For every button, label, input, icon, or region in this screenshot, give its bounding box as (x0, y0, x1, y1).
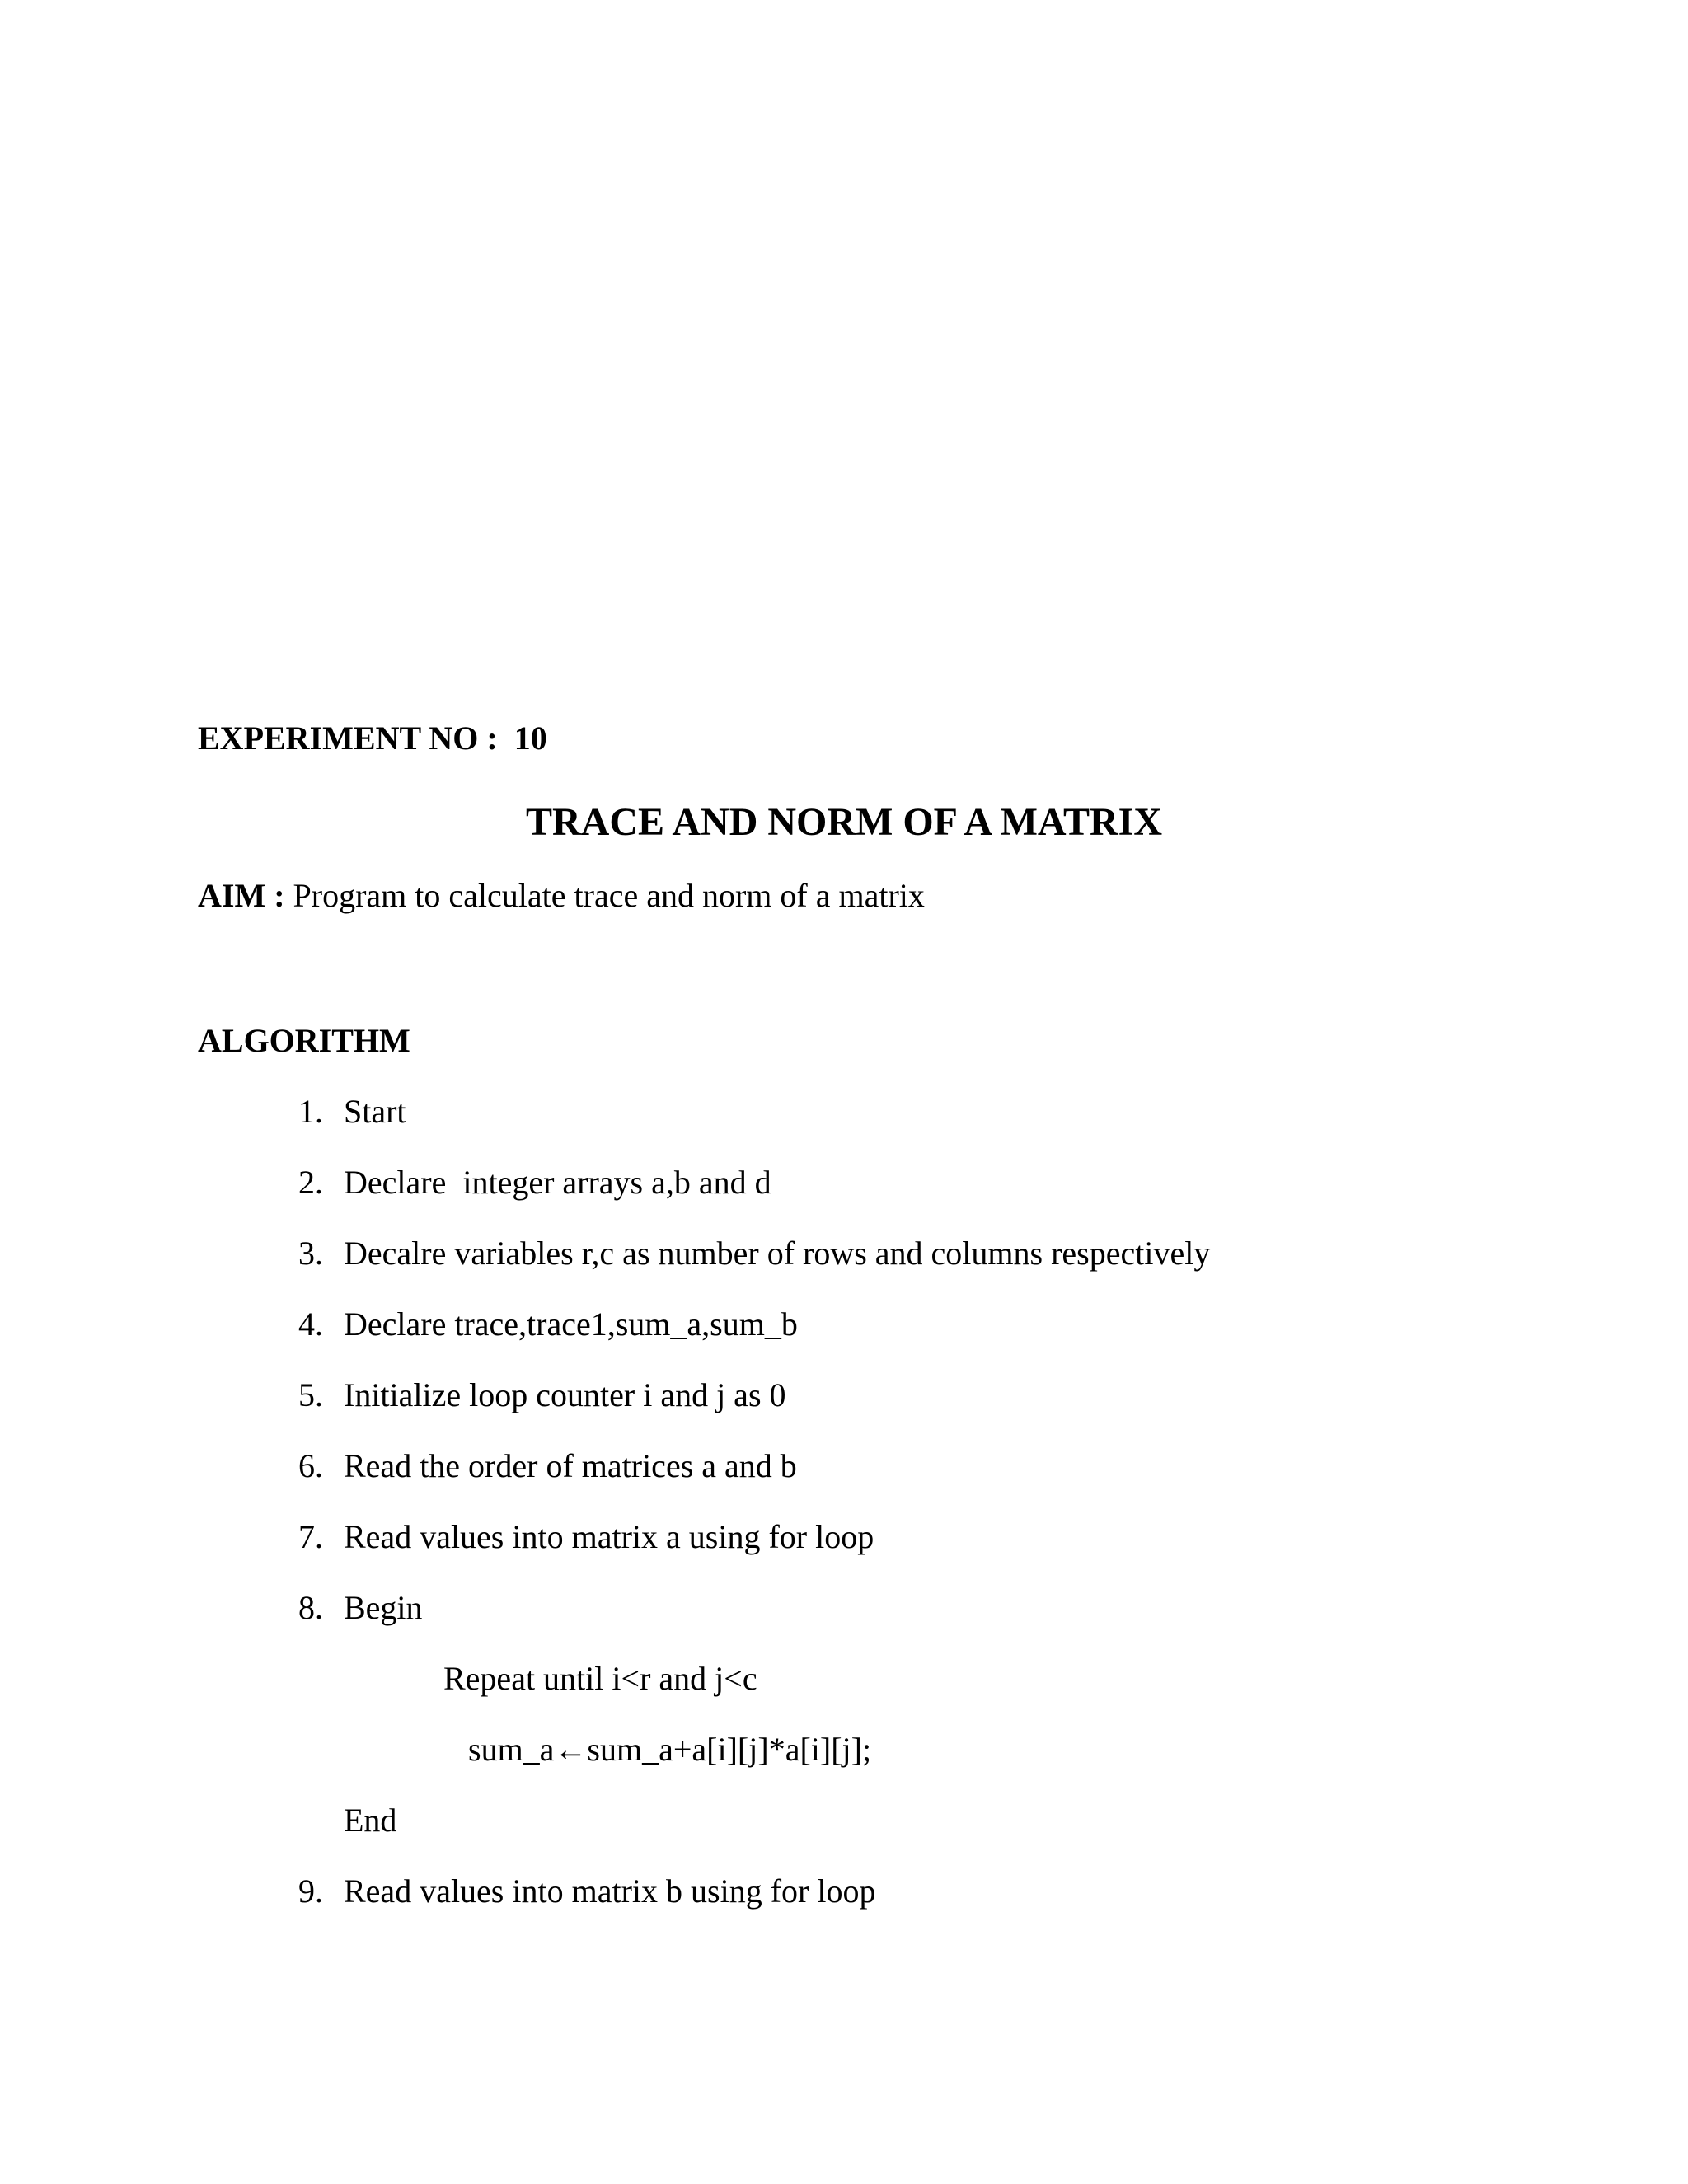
step-number: 8. (298, 1589, 323, 1626)
aim-label: AIM : (198, 877, 293, 914)
sum-statement: sum_a←sum_a+a[i][j]*a[i][j]; (468, 1731, 872, 1768)
aim-text: Program to calculate trace and norm of a matrix (293, 877, 925, 914)
step-text: Declare trace,trace1,sum_a,sum_b (344, 1305, 798, 1343)
page-title: TRACE AND NORM OF A MATRIX (525, 800, 1162, 844)
end-line: End (344, 1802, 397, 1839)
step-text: Start (344, 1093, 406, 1130)
step-text: Read values into matrix a using for loop (344, 1518, 874, 1555)
step-text: Initialize loop counter i and j as 0 (344, 1376, 786, 1413)
step-number: 9. (298, 1872, 323, 1910)
step-text: Begin (344, 1589, 423, 1626)
step-text: Declare integer arrays a,b and d (344, 1164, 771, 1201)
step-number: 2. (298, 1164, 323, 1201)
step-number: 3. (298, 1235, 323, 1272)
step-number: 4. (298, 1305, 323, 1343)
step-number: 6. (298, 1447, 323, 1484)
step-text: Read the order of matrices a and b (344, 1447, 797, 1484)
step-number: 7. (298, 1518, 323, 1555)
aim-line (198, 879, 925, 912)
step-text: Read values into matrix b using for loop (344, 1872, 876, 1910)
step-number: 5. (298, 1376, 323, 1413)
algorithm-heading: ALGORITHM (198, 1022, 410, 1059)
step-text: Decalre variables r,c as number of rows and columns respectively (344, 1235, 1211, 1272)
experiment-number: EXPERIMENT NO : 10 (198, 719, 547, 757)
repeat-line: Repeat until i<r and j<c (443, 1660, 757, 1697)
step-number: 1. (298, 1093, 323, 1130)
